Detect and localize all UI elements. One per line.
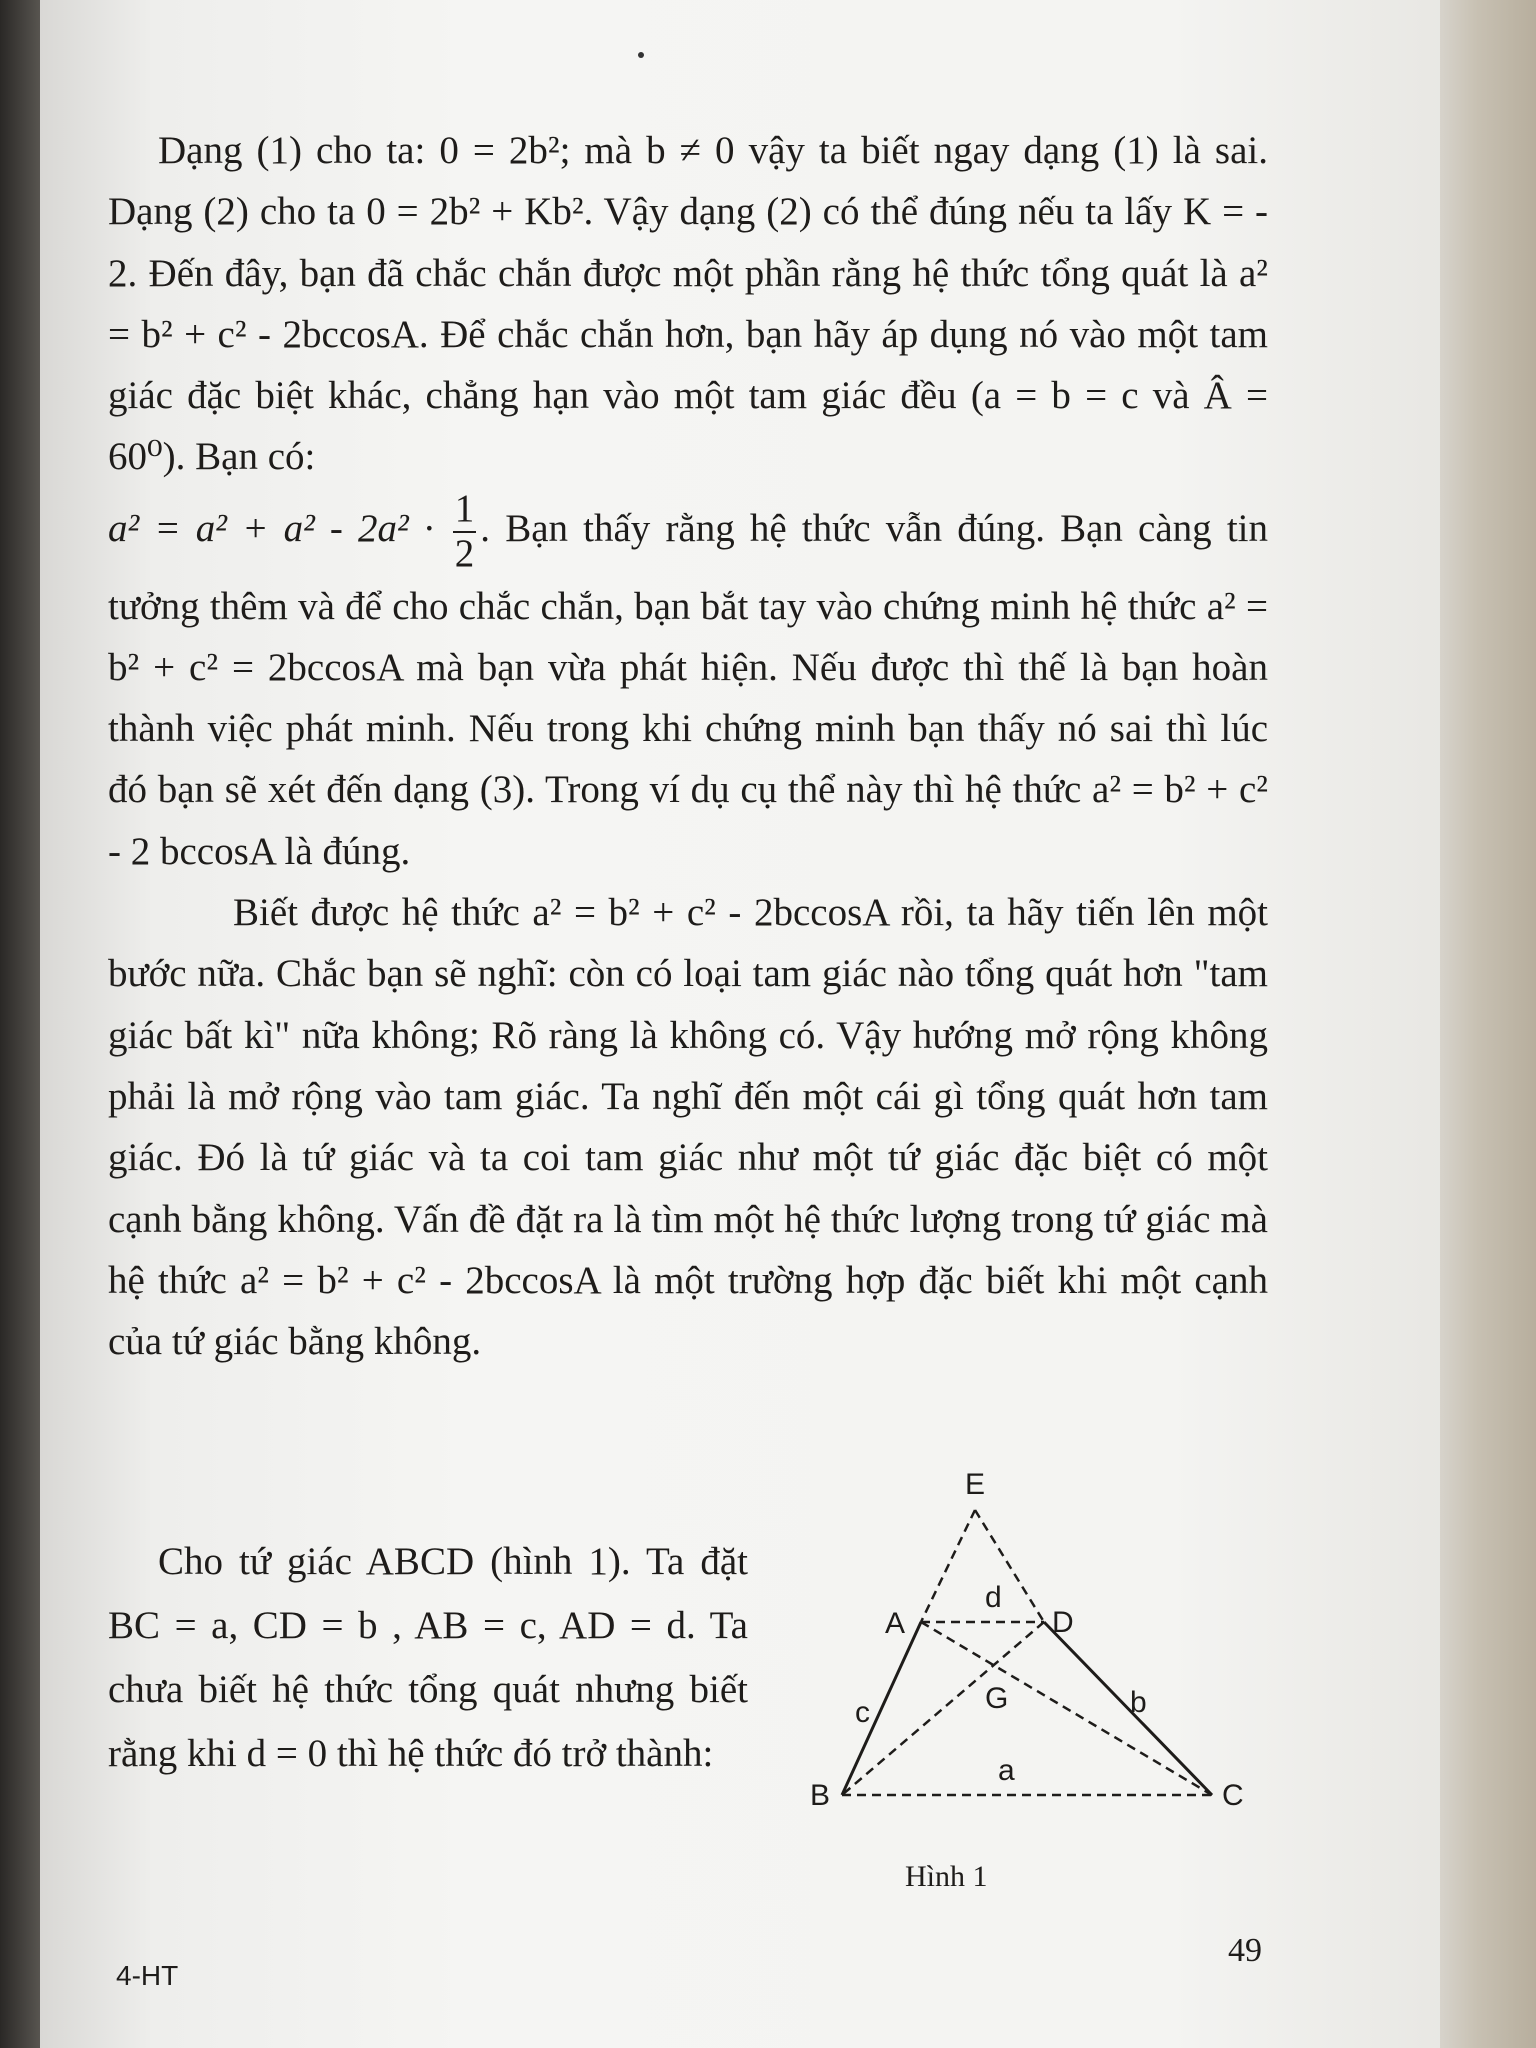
label-C: C [1222, 1779, 1244, 1812]
paragraph-2 [108, 882, 1268, 1372]
figure-caption: Hình 1 [905, 1860, 988, 1893]
label-A: A [885, 1607, 906, 1640]
main-text [108, 120, 1268, 1372]
label-a: a [998, 1754, 1015, 1787]
quadrilateral-figure [790, 1460, 1270, 1920]
label-G: G [985, 1682, 1009, 1715]
fraction-denominator: 2 [454, 531, 475, 575]
page-edge-background [1440, 0, 1536, 2048]
side-AB [842, 1622, 921, 1795]
diagonal-AC [921, 1622, 1212, 1795]
label-E: E [965, 1468, 986, 1501]
side-CD [1044, 1622, 1212, 1795]
paragraph-2-text: Biết được hệ thức a² = b² + c² - 2bccosA rồi, ta hãy tiến lên một bước nữa. Chắc bạn sẽ nghĩ: còn có loại tam giác nào tổng quát hơn "tam giác bất kì" nữa không; Rõ ràng là không có. Vậy hướng mở rộng không phải là mở rộng vào tam giác. Ta nghĩ đến một cái gì tổng quát hơn tam giác. Đó là tứ giác và ta coi tam giác như một tứ giác đặc biệt có một cạnh bằng không. Vấn đề đặt ra là tìm một hệ thức lượng trong tứ giác mà hệ thức a² = b² + c² - 2bccosA là một trường hợp đặc biết khi một cạnh của tứ giác bằng không. [108, 891, 1268, 1364]
equation-lhs: a² = a² + a² - 2a² · [108, 506, 434, 550]
paragraph-1-continued: . Bạn thấy rằng hệ thức vẫn đúng. Bạn càng tin tưởng thêm và để cho chắc chắn, bạn bắt tay vào chứng minh hệ thức a² = b² + c² = 2bccosA mà bạn vừa phát hiện. Nếu được thì thế là bạn hoàn thành việc phát minh. Nếu trong khi chứng minh bạn thấy nó sai thì lúc đó bạn sẽ xét đến dạng (3). Trong ví dụ cụ thể này thì hệ thức a² = b² + c² - 2 bccosA là đúng. [108, 506, 1268, 873]
page-number: 49 [1228, 1932, 1262, 1969]
paragraph-3 [108, 1530, 748, 1786]
label-d: d [985, 1581, 1002, 1614]
paragraph-3-column [108, 1530, 748, 1786]
paragraph-3-text: Cho tứ giác ABCD (hình 1). Ta đặt BC = a, CD = b , AB = c, AD = d. Ta chưa biết hệ thức tổng quát nhưng biết rằng khi d = 0 thì hệ thức đó trở thành: [108, 1540, 748, 1775]
paragraph-1 [108, 120, 1268, 488]
line-E-A [921, 1510, 975, 1622]
label-D: D [1052, 1606, 1074, 1639]
label-B: B [810, 1779, 831, 1812]
print-speck [638, 52, 644, 58]
fraction-numerator: 1 [453, 488, 477, 533]
label-b: b [1130, 1686, 1147, 1719]
paragraph-1-equation-line [108, 488, 1268, 882]
fraction-one-half [453, 488, 477, 576]
paragraph-1-text: Dạng (1) cho ta: 0 = 2b²; mà b ≠ 0 vậy ta biết ngay dạng (1) là sai. Dạng (2) cho ta 0 = 2b² + Kb². Vậy dạng (2) có thể đúng nếu ta lấy K = - 2. Đến đây, bạn đã chắc chắn được một phần rằng hệ thức tổng quát là a² = b² + c² - 2bccosA. Để chắc chắn hơn, bạn hãy áp dụng nó vào một tam giác đặc biệt khác, chẳng hạn vào một tam giác đều (a = b = c và Â = 60⁰). Bạn có: [108, 129, 1268, 479]
label-c: c [855, 1696, 870, 1729]
signature-mark: 4-HT [116, 1960, 179, 1991]
